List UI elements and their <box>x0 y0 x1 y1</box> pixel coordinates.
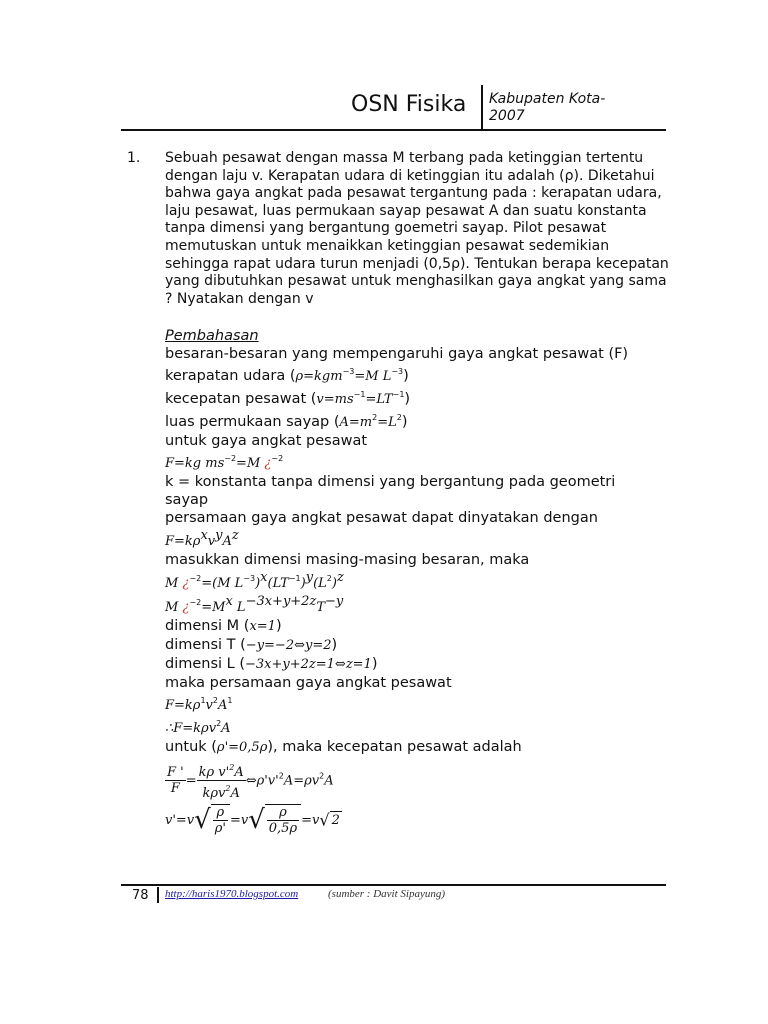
sqrt-1: √ $\frac{\rho}{\rho'}$ <box>194 804 230 836</box>
question-number: 1. <box>127 150 141 166</box>
solution-intro: besaran-besaran yang mempengaruhi gaya angkat pesawat (F) <box>165 346 629 362</box>
k-definition-2: sayap <box>165 492 209 508</box>
question-text: Sebuah pesawat dengan massa M terbang pada ketinggian tertentu dengan laju v. Kerapatan udara di ketinggian itu adalah (ρ). Diketahui bahwa gaya angkat pada pesawat tergantung pada : kerapatan udara, laju pesawat, luas permukaan sayap pesawat A dan suatu konstanta tanpa dimensi yang bergantung goemetri sayap. Pilot pesawat memutuskan untuk menaikkan ketinggian pesawat sedemikian sehingga rapat udara turun menjadi (0,5ρ). Tentukan berapa kecepatan yang dibutuhkan pesawat untuk menghasilkan gaya angkat yang sama ? Nyatakan dengan v <box>165 150 669 307</box>
sqrt-2: √ $\frac{\rho}{0,5\rho}$ <box>248 804 301 836</box>
header-subtitle <box>489 91 605 125</box>
force-equation: F=kg $ms^{-2}=M$ ¿$^{-2}$ <box>165 454 284 471</box>
header-subtitle-line2: 2007 <box>489 108 525 124</box>
equation-intro: persamaan gaya angkat pesawat dapat dinyatakan dengan <box>165 510 598 526</box>
dimension-equation-2: M ¿$^{-2}=M^x$ $L^{-3x+y+2z}T^{-y}$ <box>165 594 344 615</box>
general-equation: $F=k\rho^xv^yA^z$ <box>165 528 239 549</box>
final-equation: v'=v√ $\frac{\rho}{\rho'}$ =v√ $\frac{\rho}{0,5\rho}$ =v√ 2 <box>165 805 340 836</box>
header-divider <box>481 85 483 129</box>
source-link[interactable]: http://haris1970.blogspot.com <box>165 888 299 900</box>
result-equation-1: $F=k\rho^1v^2A^1$ <box>165 696 233 713</box>
area-line: luas permukaan sayap $(A=m^2=L^2)$ <box>165 413 408 430</box>
dimension-t: dimensi T (−y=−2⇔y=2) <box>165 637 338 653</box>
dimension-m: dimensi M (x=1) <box>165 618 282 634</box>
dimension-intro: masukkan dimensi masing-masing besaran, maka <box>165 552 530 568</box>
density-line: kerapatan udara (ρ=kgm$^{-3}$=M $L^{-3}$) <box>165 367 409 384</box>
page-number: 78 <box>132 888 149 903</box>
force-label: untuk gaya angkat pesawat <box>165 433 368 449</box>
solution-heading: Pembahasan <box>165 328 259 344</box>
result-intro: maka persamaan gaya angkat pesawat <box>165 675 452 691</box>
solution <box>165 327 670 836</box>
sqrt-3: √ 2 <box>319 810 340 829</box>
footer-divider <box>157 887 159 903</box>
dimension-l: dimensi L (−3x+y+2z=1⇔z=1) <box>165 656 378 672</box>
ratio-equation: $\frac{F '}{F}$ = $\frac{k\rho v'^2A}{k\rho v^2A}$ $\Leftrightarrow\rho'v'^2A=\rho v^2A$ <box>165 760 670 801</box>
page-title: OSN Fisika <box>351 92 467 117</box>
ratio-lhs: $\frac{F '}{F}$ <box>167 765 184 796</box>
footer-rule <box>121 884 666 886</box>
source-credit: (sumber : Davit Sipayung) <box>328 888 446 900</box>
speed-line: kecepatan pesawat $(v=ms^{-1}=LT^{-1})$ <box>165 390 411 407</box>
dimension-equation-1: M ¿$^{-2}$=(M $L^{-3})^x(LT^{-1})^y(L^2)^z$ <box>165 570 344 591</box>
k-definition-1: k = konstanta tanpa dimensi yang bergantung pada geometri <box>165 474 616 490</box>
header-subtitle-line1: Kabupaten Kota- <box>489 91 606 107</box>
condition-line: untuk (ρ'=0,5ρ), maka kecepatan pesawat adalah <box>165 739 522 755</box>
header-rule <box>121 129 666 131</box>
result-equation-2: ∴F=kρv$^2$A <box>165 719 231 736</box>
ratio-rhs: $\frac{k\rho v'^2A}{k\rho v^2A}$ <box>197 760 246 801</box>
